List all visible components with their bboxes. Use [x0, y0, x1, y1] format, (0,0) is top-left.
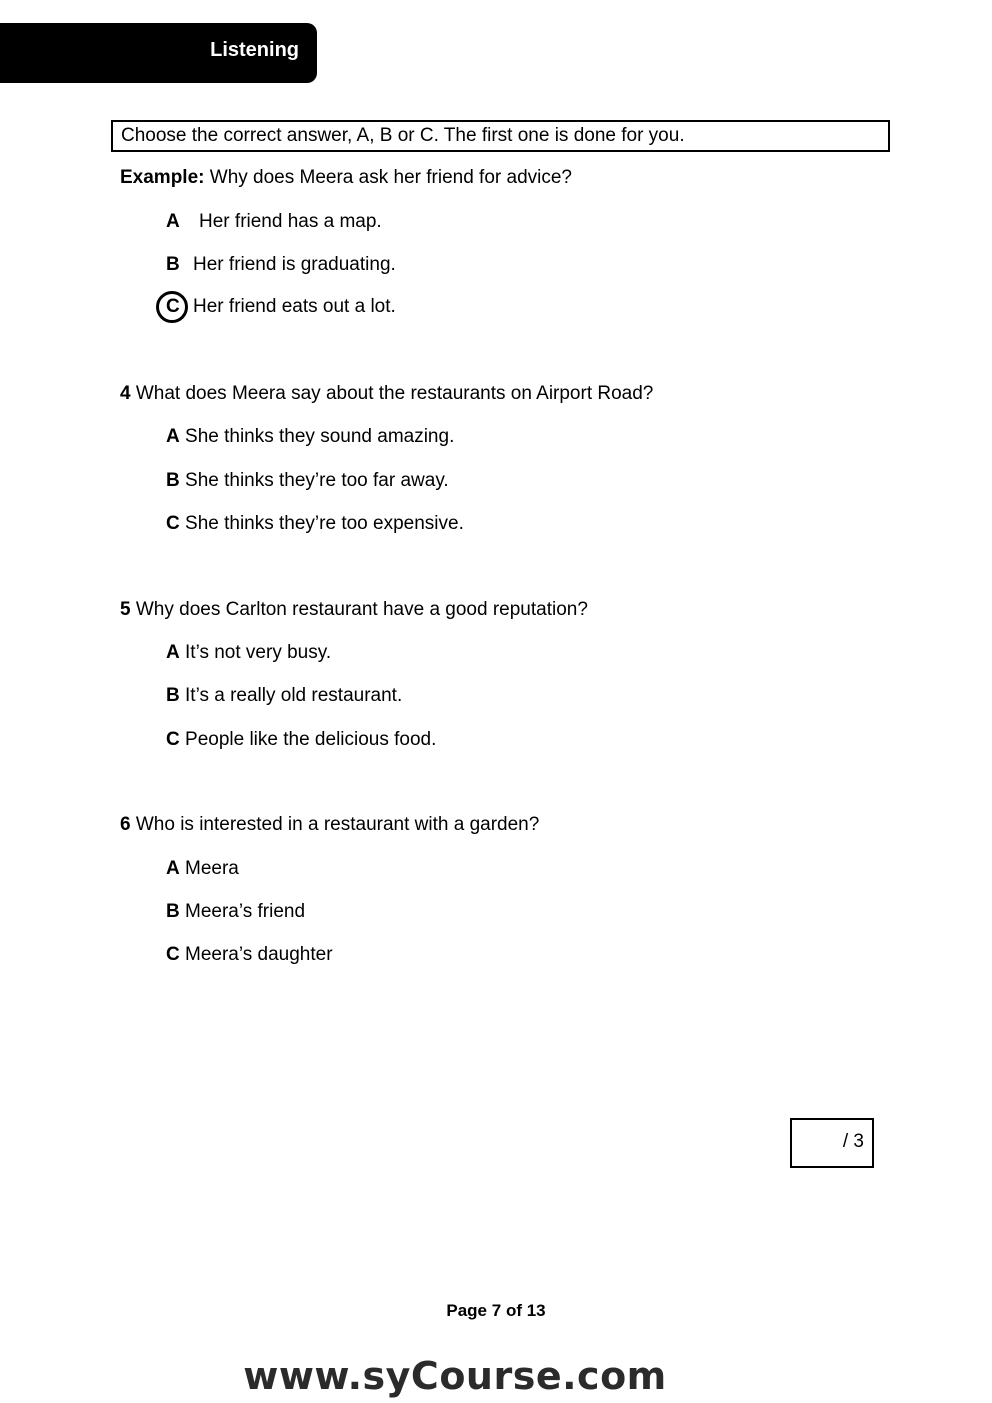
- option-text: It’s not very busy.: [185, 642, 332, 663]
- question-number: 5: [120, 599, 131, 620]
- question-5-option-c: [166, 728, 436, 752]
- option-text: Meera: [185, 858, 239, 879]
- question-number: 4: [120, 383, 131, 404]
- option-letter: C: [166, 513, 180, 534]
- page-number: [0, 1301, 992, 1321]
- question-6-option-b: [166, 900, 305, 924]
- example-question-text: Why does Meera ask her friend for advice?: [209, 167, 572, 188]
- score-text: / 3: [842, 1131, 864, 1152]
- option-letter: C: [166, 296, 180, 317]
- page-prefix: Page: [446, 1301, 487, 1320]
- section-title: Listening: [210, 39, 299, 61]
- option-text: She thinks they sound amazing.: [185, 426, 455, 447]
- section-tab: [0, 23, 317, 83]
- watermark: www.syCourse.com: [243, 1354, 667, 1398]
- option-text: People like the delicious food.: [185, 729, 437, 750]
- option-letter: A: [166, 211, 180, 232]
- option-letter: B: [166, 901, 180, 922]
- example-option-a: [166, 210, 382, 234]
- example-label: Example:: [120, 167, 205, 188]
- example-option-b: [166, 253, 396, 277]
- option-letter: B: [166, 470, 180, 491]
- option-text: Her friend is graduating.: [193, 254, 396, 275]
- question-4-option-a: [166, 425, 454, 449]
- option-letter: B: [166, 685, 180, 706]
- option-text: Her friend has a map.: [199, 211, 382, 232]
- question-6-option-c: [166, 943, 333, 967]
- question-6: [120, 813, 539, 837]
- score-box: [790, 1118, 874, 1168]
- instruction-box: Choose the correct answer, A, B or C. The first one is done for you.: [111, 120, 890, 152]
- option-text: Meera’s friend: [185, 901, 306, 922]
- question-6-option-a: [166, 857, 239, 881]
- example-question: [120, 166, 572, 190]
- question-4-option-b: [166, 469, 449, 493]
- question-4-option-c: [166, 512, 464, 536]
- question-5: [120, 598, 588, 622]
- option-text: She thinks they’re too expensive.: [185, 513, 464, 534]
- option-text: Meera’s daughter: [185, 944, 333, 965]
- option-letter: C: [166, 944, 180, 965]
- option-text: It’s a really old restaurant.: [185, 685, 403, 706]
- option-letter: C: [166, 729, 180, 750]
- question-text: Who is interested in a restaurant with a garden?: [135, 814, 540, 835]
- option-text: Her friend eats out a lot.: [193, 296, 396, 317]
- example-option-c: [166, 295, 396, 319]
- option-text: She thinks they’re too far away.: [185, 470, 449, 491]
- option-letter: A: [166, 642, 180, 663]
- page-current: 7: [491, 1301, 502, 1320]
- page-total: 13: [526, 1301, 546, 1320]
- question-5-option-b: [166, 684, 402, 708]
- page-of: of: [505, 1301, 522, 1320]
- question-5-option-a: [166, 641, 331, 665]
- option-letter: B: [166, 254, 180, 275]
- question-text: What does Meera say about the restaurants on Airport Road?: [135, 383, 654, 404]
- option-letter: A: [166, 426, 180, 447]
- question-text: Why does Carlton restaurant have a good reputation?: [135, 599, 588, 620]
- option-letter: A: [166, 858, 180, 879]
- question-4: [120, 382, 653, 406]
- question-number: 6: [120, 814, 131, 835]
